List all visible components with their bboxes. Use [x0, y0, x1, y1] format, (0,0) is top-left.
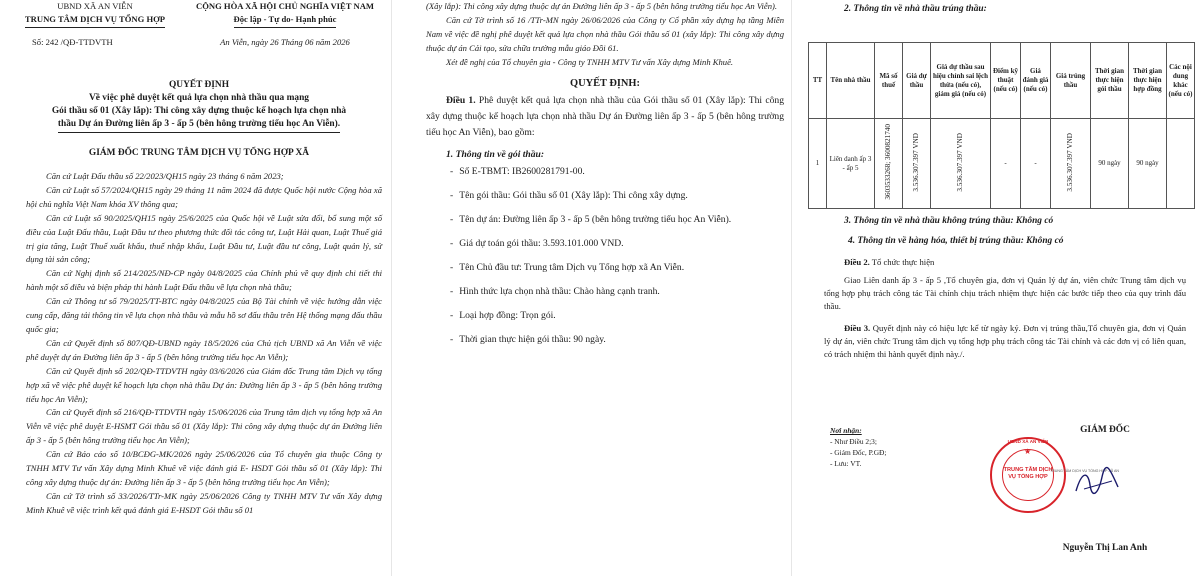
- package-info-item: - Loại hợp đồng: Trọn gói.: [450, 309, 556, 321]
- basis-item: Căn cứ Nghị định số 214/2025/NĐ-CP ngày 04/8/2025 của Chính phủ về quy định chi tiết thi hành một số điều và biện pháp thi hành Luật Đấu thầu về lựa chọn nhà thầu;: [26, 268, 382, 293]
- cell-package-duration: 90 ngày: [1091, 119, 1129, 209]
- cell-bid-price: 3.536.307.397 VND: [903, 119, 931, 209]
- basis-item: Căn cứ Quyết định số 216/QĐ-TTDVTH ngày 15/06/2026 của Trung tâm dịch vụ tổng hợp xã An Viễn về việc phê duyệt E-HSMT Gói thầu số 01 (Xây lắp): Thi công xây dựng thuộc dự án Đường liên ấp 3 - ấp 5 (bên hông trường tiểu học An Viễn);: [26, 407, 382, 446]
- decision-title-block: [20, 79, 378, 133]
- recipient-item: - Như Điều 2;3;: [830, 437, 877, 446]
- signer-name: Nguyễn Thị Lan Anh: [1062, 543, 1148, 553]
- continued-bases: [426, 0, 784, 70]
- basis-item: Căn cứ Luật Đấu thầu số 22/2023/QH15 ngày 23 tháng 6 năm 2023;: [46, 171, 284, 181]
- legal-bases: [26, 170, 382, 518]
- subject-line-2: Gói thầu số 01 (Xây lắp): Thi công xây dựng thuộc kế hoạch lựa chọn nhà: [51, 106, 347, 116]
- article-1-label: Điều 1.: [446, 94, 476, 106]
- cell-eval-price: -: [1021, 119, 1051, 209]
- seal-ring-text: UBND XÃ AN VIỄN: [1007, 439, 1049, 444]
- col-header: Giá trúng thầu: [1051, 43, 1091, 119]
- cell-contract-duration: 90 ngày: [1129, 119, 1167, 209]
- winning-bidder-table: [808, 42, 1195, 209]
- cell-tech-score: -: [991, 119, 1021, 209]
- col-header: Giá dự thầu: [903, 43, 931, 119]
- cell-adjusted-price: 3.536.307.397 VND: [931, 119, 991, 209]
- col-header: Mã số thuế: [875, 43, 903, 119]
- col-header: Các nội dung khác (nếu có): [1167, 43, 1195, 119]
- basis-item: Căn cứ Luật số 90/2025/QH15 ngày 25/6/2025 của Quốc hội về Luật sửa đổi, bổ sung một số điều của Luật Đấu thầu, Luật Đầu tư theo phương thức đối tác công tư, Luật Hải quan, Luật Thuế giá trị gia tăng, Luật Thuế xuất khẩu, thuế nhập khẩu, Luật Đầu tư, Luật đầu tư công, Luật quản lý, sử dụng tài sản công;: [26, 212, 382, 265]
- country-name: CỘNG HÒA XÃ HỘI CHỦ NGHĨA VIỆT NAM: [195, 1, 375, 11]
- basis-item: Căn cứ Báo cáo số 10/BCĐG-MK/2026 ngày 25/06/2026 của Tổ chuyên gia thuộc Công ty TNHH MTV Tư vấn Xây dựng Minh Khuê về việc đánh giá E- HSDT Gói thầu số 01 (Xây lắp): Thi công xây dựng thuộc dự án: Đường liên ấp 3 - ấp 5 (bên hông trường tiểu học An Viễn);: [26, 449, 382, 487]
- section-2-heading: 2. Thông tin về nhà thầu trúng thầu:: [844, 4, 987, 14]
- page-2-body: [426, 0, 784, 356]
- place-date: An Viễn, ngày 26 Tháng 06 năm 2026: [220, 37, 350, 47]
- cell-index: 1: [809, 119, 827, 209]
- article-2-heading: Điều 2. Tổ chức thực hiện: [844, 257, 935, 267]
- basis-item: Căn cứ Quyết định số 202/QĐ-TTDVTH ngày 03/6/2026 của Giám đốc Trung tâm Dịch vụ tổng hợp xã về việc phê duyệt kế hoạch lựa chọn nhà thầu Dự án: Đường liên ấp 3 - ấp 5 (bên hông trường tiểu học An Viễn);: [26, 365, 382, 404]
- article-1: [426, 93, 784, 141]
- document-page-1: [0, 0, 392, 576]
- basis-item: Căn cứ Thông tư số 79/2025/TT-BTC ngày 04/8/2025 của Bộ Tài chính về việc hướng dẫn việc cung cấp, đăng tải thông tin về lựa chọn nhà thầu và mẫu hồ sơ đấu thầu trên Hệ thống mạng đấu thầu quốc gia;: [26, 296, 382, 334]
- col-header: Thời gian thực hiện gói thầu: [1091, 43, 1129, 119]
- article-3: Điều 3. Quyết định này có hiệu lực kể từ ngày ký. Đơn vị trúng thầu,Tổ chuyên gia, đơn vị Quản lý dự án, viên chức Trung tâm dịch vụ tổng hợp phụ trách công tác Tài chính và các đơn vị có liên quan, có trách nhiệm thi hành quyết định này./.: [824, 323, 1186, 359]
- cell-tax-code: 3603533268; 3600821740: [875, 119, 903, 209]
- cell-other: [1167, 119, 1195, 209]
- col-header: Giá đánh giá (nếu có): [1021, 43, 1051, 119]
- document-header: [0, 0, 392, 70]
- package-info-item: - Tên dự án: Đường liên ấp 3 - ấp 5 (bên hông trường tiểu học An Viễn).: [450, 213, 732, 225]
- seal-side-text: TRUNG TÂM DỊCH VỤ TỔNG HỢP XÃ AN: [1050, 469, 1119, 473]
- signature-block: [980, 425, 1190, 575]
- basis-item: Căn cứ Luật số 57/2024/QH15 ngày 29 tháng 11 năm 2024 đã được Quốc hội nước Cộng hòa xã hội chủ nghĩa Việt Nam khóa XV thông qua;: [26, 184, 382, 209]
- col-header: Tên nhà thầu: [827, 43, 875, 119]
- package-info-item: - Tên gói thầu: Gói thầu số 01 (Xây lắp): Thi công xây dựng.: [450, 189, 688, 201]
- basis-continuation: (Xây lắp): Thi công xây dựng thuộc dự án Đường liên ấp 3 - ấp 5 (bên hông trường tiểu học An Viễn).: [426, 1, 778, 11]
- basis-item: Xét đề nghị của Tổ chuyên gia - Công ty TNHH MTV Tư vấn Xây dựng Minh Khuê.: [446, 56, 734, 67]
- recipients-title: Nơi nhận:: [830, 426, 862, 435]
- national-motto-block: [180, 0, 390, 49]
- col-header: Thời gian thực hiện hợp đồng: [1129, 43, 1167, 119]
- issuer-block: [20, 0, 170, 49]
- cell-winning-price: 3.536.307.397 VND: [1051, 119, 1091, 209]
- document-number: Số: 242 /QĐ-TTDVTH: [32, 37, 113, 47]
- authority-heading: GIÁM ĐỐC TRUNG TÂM DỊCH VỤ TỔNG HỢP XÃ: [88, 148, 310, 158]
- col-header: TT: [809, 43, 827, 119]
- article-1-text: Phê duyệt kết quả lựa chọn nhà thầu của Gói thầu số 01 (Xây lắp): Thi công xây dựng thuộc kế hoạch lựa chọn nhà thầu Dự án Đường liên ấp 3 - ấp 5 (bên hông trường tiểu học An Viễn), bao gồm:: [426, 94, 784, 138]
- recipients-block: [830, 425, 886, 469]
- basis-item: Căn cứ Tờ trình số 33/2026/TTr-MK ngày 25/06/2026 Công ty TNHH MTV Tư vấn Xây dựng Minh Khuê về việc trình kết quả đánh giá E-HSDT Gói thầu số 01: [26, 490, 382, 515]
- subject-line-3: thầu Dự án Đường liên ấp 3 - ấp 5 (bên hông trường tiểu học An Viễn).: [58, 118, 340, 133]
- package-info-item: - Số E-TBMT: IB2600281791-00.: [450, 165, 585, 177]
- signer-title: GIÁM ĐỐC: [1080, 425, 1130, 435]
- section-3-line: 3. Thông tin về nhà thầu không trúng thầu: Không có: [844, 216, 1054, 226]
- recipient-item: - Giám Đốc, P.GĐ;: [830, 448, 887, 457]
- handwritten-signature: [1072, 465, 1122, 499]
- document-page-2: [400, 0, 792, 576]
- basis-item: Căn cứ Tờ trình số 16 /TTr-MN ngày 26/06/2026 của Công ty Cổ phần xây dựng hạ tầng Miền Nam về việc đề nghị phê duyệt kết quả lựa chọn nhà thầu Gói thầu số 01 (xây lắp): Thi công xây dựng thuộc dự án Cải tạo, sửa chữa trường mẫu giáo Đồi 61.: [426, 14, 784, 53]
- section-4-line: 4. Thông tin về hàng hóa, thiết bị trúng thầu: Không có: [848, 236, 1064, 246]
- seal-star-icon: ★: [1024, 447, 1032, 456]
- decide-heading: QUYẾT ĐỊNH:: [570, 77, 640, 89]
- seal-center-text: TRUNG TÂM DỊCH VỤ TỔNG HỢP: [1003, 467, 1053, 480]
- package-info-item: - Hình thức lựa chọn nhà thầu: Chào hàng cạnh tranh.: [450, 285, 660, 297]
- article-2-text: Giao Liên danh ấp 3 - ấp 5 ,Tổ chuyên gia, đơn vị Quản lý dự án, viên chức Trung tâm dịch vụ tổng hợp phụ trách công tác Tài chính chịu trách nhiệm thực hiện các bước tiếp theo của quy trình đấu thầu.: [824, 275, 1186, 311]
- package-info-item: - Giá dự toán gói thầu: 3.593.101.000 VND.: [450, 237, 624, 249]
- table-header-row: [809, 43, 1195, 119]
- issuer-parent: UBND XÃ AN VIỄN: [57, 1, 133, 11]
- motto: Độc lập - Tự do- Hạnh phúc: [234, 13, 337, 28]
- doc-type: QUYẾT ĐỊNH: [169, 80, 229, 90]
- basis-item: Căn cứ Quyết định số 807/QĐ-UBND ngày 18/5/2026 của Chủ tịch UBND xã An Viễn về việc phê duyệt dự án Đường liên ấp 3 - ấp 5 (bên hông trường tiểu học An Viễn);: [26, 337, 382, 362]
- table-row: [809, 119, 1195, 209]
- cell-bidder-name: Liên danh ấp 3 - ấp 5: [827, 119, 875, 209]
- subject-line-1: Về việc phê duyệt kết quả lựa chọn nhà thầu qua mạng: [89, 93, 309, 103]
- issuer-name: TRUNG TÂM DỊCH VỤ TỔNG HỢP: [25, 13, 165, 28]
- col-header: Giá dự thầu sau hiệu chỉnh sai lệch thừa (nếu có), giảm giá (nếu có): [931, 43, 991, 119]
- section-1-heading: 1. Thông tin về gói thầu:: [446, 148, 545, 160]
- package-info-item: - Thời gian thực hiện gói thầu: 90 ngày.: [450, 333, 606, 345]
- document-page-3: [800, 0, 1200, 576]
- recipient-item: - Lưu: VT.: [830, 459, 862, 468]
- package-info-item: - Tên Chủ đầu tư: Trung tâm Dịch vụ Tổng hợp xã An Viễn.: [450, 261, 685, 273]
- col-header: Điểm kỹ thuật (nếu có): [991, 43, 1021, 119]
